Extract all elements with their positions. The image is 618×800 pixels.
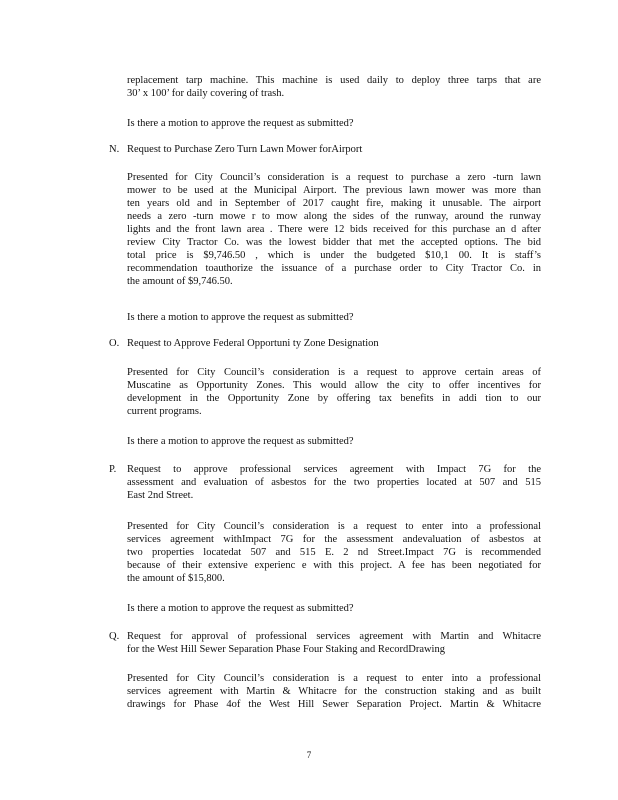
body-line: needs a zero -turn mowe r to mow along the sides of the runway, around the runway [127, 211, 541, 222]
body-line: mower to be used at the Municipal Airport. The previous lawn mower was more than [127, 185, 541, 196]
item-body [127, 520, 541, 585]
body-line: Presented for City Council’s consideration is a request to enter into a professional [127, 673, 541, 684]
item-title: Request to Approve Federal Opportuni ty Zone Designation [127, 338, 379, 349]
title-line: Request for approval of professional services agreement with Martin and Whitacre [127, 631, 541, 642]
body-line: two properties locatedat 507 and 515 E. 2 nd Street.Impact 7G is recommended [127, 547, 541, 558]
body-line: total price is $9,746.50 , which is under the budgeted $10,1 00. It is staff’s [127, 250, 541, 261]
item-title [127, 630, 541, 656]
item-letter: N. [109, 144, 120, 155]
item-letter: P. [109, 464, 117, 475]
body-line: 30’ x 100’ for daily covering of trash. [127, 88, 285, 99]
body-line: review City Tractor Co. was the lowest bidder that met the accepted options. The bid [127, 237, 541, 248]
motion-question: Is there a motion to approve the request as submitted? [127, 603, 354, 614]
body-line: development in the Opportunity Zone by offering tax benefits in addi tion to our [127, 393, 541, 404]
page-number: 7 [306, 750, 312, 760]
motion-question: Is there a motion to approve the request as submitted? [127, 118, 354, 129]
body-line: Presented for City Council’s consideration is a request to approve certain areas of [127, 367, 541, 378]
motion-question: Is there a motion to approve the request as submitted? [127, 436, 354, 447]
item-body [127, 672, 541, 711]
item-letter: O. [109, 338, 120, 349]
body-line: lights and the front lawn area . There were 12 bids received for this purchase an d after [127, 224, 541, 235]
continued-paragraph [127, 74, 541, 100]
body-line: replacement tarp machine. This machine is used daily to deploy three tarps that are [127, 75, 541, 86]
body-line: Presented for City Council’s consideration is a request to purchase a zero -turn lawn [127, 172, 541, 183]
body-line: drawings for Phase 4of the West Hill Sewer Separation Project. Martin & Whitacre [127, 699, 541, 710]
title-line: East 2nd Street. [127, 490, 194, 501]
motion-question: Is there a motion to approve the request as submitted? [127, 312, 354, 323]
item-title [127, 463, 541, 502]
body-line: the amount of $9,746.50. [127, 276, 233, 287]
body-line: Presented for City Council’s consideration is a request to enter into a professional [127, 521, 541, 532]
item-letter: Q. [109, 631, 120, 642]
body-line: recommendation toauthorize the issuance of a purchase order to City Tractor Co. in [127, 263, 541, 274]
item-title: Request to Purchase Zero Turn Lawn Mower forAirport [127, 144, 363, 155]
title-line: assessment and evaluation of asbestos for the two properties located at 507 and 515 [127, 477, 541, 488]
body-line: services agreement with Martin & Whitacre for the construction staking and as built [127, 686, 541, 697]
body-line: ten years old and in September of 2017 caught fire, making it unusable. The airport [127, 198, 541, 209]
body-line: Muscatine as Opportunity Zones. This would allow the city to offer incentives for [127, 380, 541, 391]
body-line: current programs. [127, 406, 202, 417]
item-body [127, 171, 541, 288]
body-line: because of their extensive experienc e with this project. A fee has been negotiated for [127, 560, 541, 571]
body-line: the amount of $15,800. [127, 573, 225, 584]
title-line: Request to approve professional services agreement with Impact 7G for the [127, 464, 541, 475]
body-line: services agreement withImpact 7G for the assessment andevaluation of asbestos at [127, 534, 541, 545]
item-body [127, 366, 541, 418]
title-line: for the West Hill Sewer Separation Phase Four Staking and RecordDrawing [127, 644, 445, 655]
